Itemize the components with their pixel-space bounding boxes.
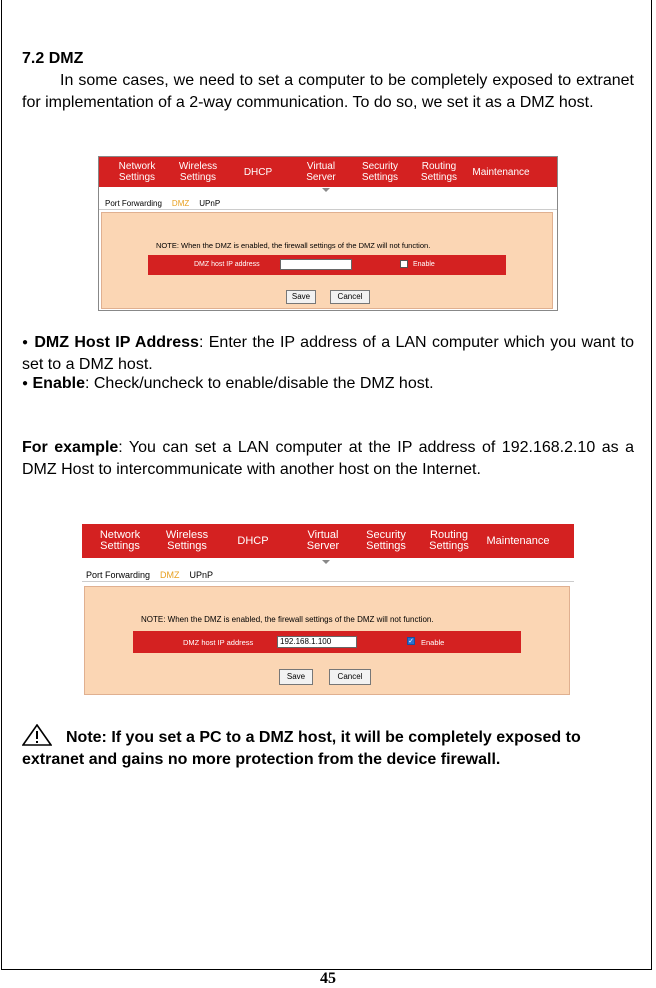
cancel-button[interactable]: Cancel: [329, 669, 371, 685]
warning-icon: [22, 724, 52, 746]
save-button[interactable]: Save: [279, 669, 313, 685]
dmz-row: [133, 631, 521, 653]
nav-dhcp[interactable]: DHCP: [243, 166, 273, 178]
dmz-screenshot-empty: [98, 156, 558, 311]
bullet-dmz-host-ip: ● DMZ Host IP Address: Enter the IP address of a LAN computer which you want to set to a DMZ host.: [22, 334, 634, 374]
dmz-note: NOTE: When the DMZ is enabled, the firewall settings of the DMZ will not function.: [156, 241, 431, 250]
dmz-panel: [101, 212, 553, 309]
nav-network-settings[interactable]: Network Settings: [99, 529, 141, 552]
dmz-ip-label: DMZ host IP address: [194, 261, 260, 268]
nav-wireless-settings[interactable]: Wireless Settings: [165, 529, 209, 552]
enable-checkbox[interactable]: [400, 260, 408, 268]
intro-paragraph: In some cases, we need to set a computer to be completely exposed to extranet for implementation of a 2-way communication. To do so, we set it as a DMZ host.: [22, 72, 634, 111]
nav-wireless-settings[interactable]: Wireless Settings: [178, 161, 218, 183]
main-nav: [99, 157, 557, 187]
nav-security-settings[interactable]: Security Settings: [366, 529, 406, 552]
dmz-row: [148, 255, 506, 275]
dmz-ip-input[interactable]: [280, 259, 352, 270]
main-nav: [82, 524, 574, 558]
page-frame: [1, 0, 652, 970]
section-heading: 7.2 DMZ: [22, 50, 84, 67]
nav-pointer-icon: [322, 560, 330, 564]
dmz-screenshot-filled: [82, 524, 574, 695]
divider: [82, 581, 574, 582]
subnav-dmz[interactable]: DMZ: [171, 199, 190, 208]
nav-network-settings[interactable]: Network Settings: [118, 161, 156, 183]
nav-pointer-icon: [322, 188, 330, 192]
sub-nav: [86, 570, 574, 580]
page-number: 45: [320, 970, 336, 987]
divider: [99, 209, 557, 210]
nav-maintenance[interactable]: Maintenance: [472, 166, 530, 178]
nav-routing-settings[interactable]: Routing Settings: [429, 529, 469, 552]
nav-maintenance[interactable]: Maintenance: [486, 534, 550, 547]
example-paragraph: For example: You can set a LAN computer at the IP address of 192.168.2.10 as a DMZ Host to intercommunicate with another host on the Internet.: [22, 439, 634, 478]
cancel-button[interactable]: Cancel: [330, 290, 370, 304]
dmz-panel: [84, 586, 570, 695]
sub-nav: [105, 199, 557, 208]
nav-virtual-server[interactable]: Virtual Server: [306, 161, 336, 183]
enable-checkbox[interactable]: ✓: [408, 638, 414, 645]
bullet-enable: ● Enable: Check/uncheck to enable/disable the DMZ host.: [22, 375, 434, 393]
warning-note: Note: If you set a PC to a DMZ host, it will be completely exposed to extranet and gains no more protection from the device firewall.: [22, 724, 634, 771]
dmz-ip-input[interactable]: 192.168.1.100: [277, 636, 357, 648]
subnav-dmz[interactable]: DMZ: [160, 570, 180, 580]
enable-label: Enable: [413, 261, 435, 268]
nav-routing-settings[interactable]: Routing Settings: [420, 161, 458, 183]
subnav-upnp[interactable]: UPnP: [189, 570, 214, 580]
nav-security-settings[interactable]: Security Settings: [361, 161, 399, 183]
enable-label: Enable: [421, 638, 445, 647]
subnav-upnp[interactable]: UPnP: [199, 199, 221, 208]
subnav-port-forwarding[interactable]: Port Forwarding: [86, 570, 151, 580]
save-button[interactable]: Save: [286, 290, 316, 304]
dmz-note: NOTE: When the DMZ is enabled, the firewall settings of the DMZ will not function.: [141, 615, 434, 624]
subnav-port-forwarding[interactable]: Port Forwarding: [105, 199, 162, 208]
dmz-ip-label: DMZ host IP address: [183, 638, 254, 647]
nav-virtual-server[interactable]: Virtual Server: [306, 529, 340, 552]
nav-dhcp[interactable]: DHCP: [237, 534, 269, 547]
